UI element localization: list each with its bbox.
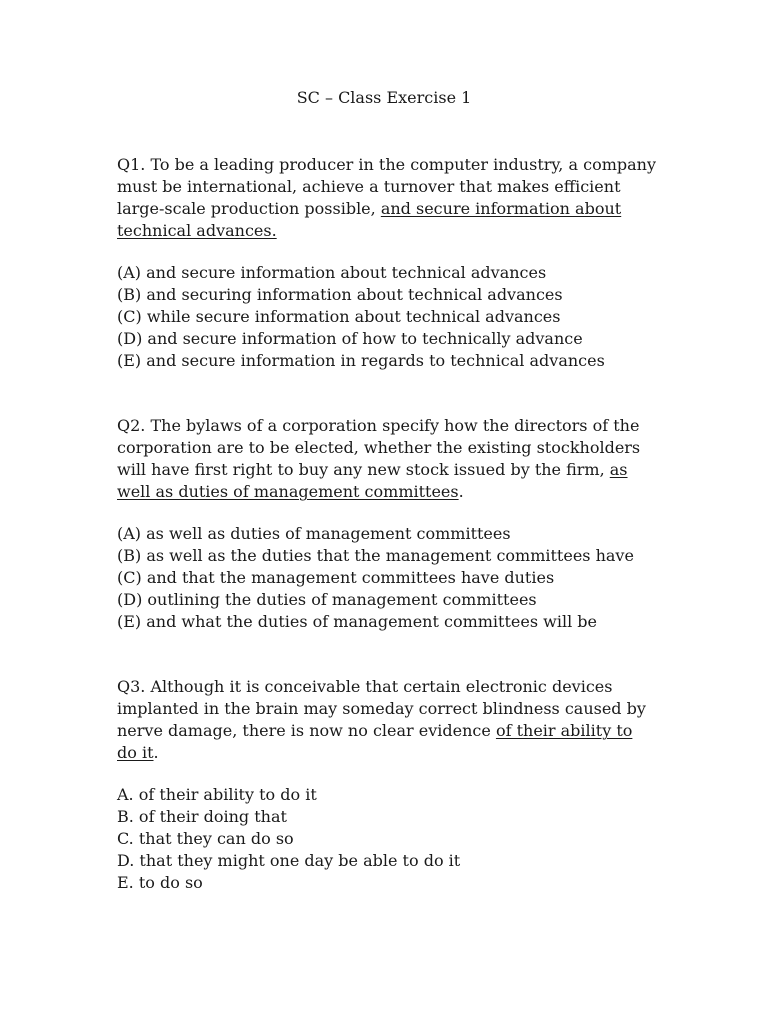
answer-options — [117, 262, 657, 372]
stem-text: Q3. Although it is conceivable that certain electronic devices implanted in the brain may someday correct blindness caused by nerve damage, there is now no clear evidence — [117, 677, 646, 740]
answer-option: (A) and secure information about technical advances — [117, 263, 547, 282]
answer-option: (C) while secure information about technical advances — [117, 307, 561, 326]
stem-underlined-text: of their ability to do it — [117, 721, 633, 762]
answer-option: (C) and that the management committees have duties — [117, 568, 555, 587]
answer-option: (E) and secure information in regards to technical advances — [117, 351, 605, 370]
page-title: SC – Class Exercise 1 — [296, 88, 472, 107]
question-stem — [117, 154, 657, 242]
question-stem — [117, 676, 657, 764]
stem-text: Q2. The bylaws of a corporation specify how the directors of the corporation are to be elected, whether the existing stockholders will have first right to buy any new stock issued by the firm, — [117, 416, 641, 479]
answer-option: (D) outlining the duties of management committees — [117, 590, 537, 609]
answer-option: A. of their ability to do it — [117, 785, 317, 804]
answer-option: D. that they might one day be able to do it — [117, 851, 461, 870]
answer-options — [117, 784, 657, 894]
answer-option: (E) and what the duties of management committees will be — [117, 612, 597, 631]
stem-text: Q1. To be a leading producer in the computer industry, a company must be international, achieve a turnover that makes efficient large-scale production possible, — [117, 155, 656, 218]
stem-trailing-text: . — [458, 482, 464, 501]
answer-option: (A) as well as duties of management committees — [117, 524, 511, 543]
answer-option: B. of their doing that — [117, 807, 287, 826]
question-2 — [117, 415, 657, 633]
answer-option: E. to do so — [117, 873, 203, 892]
stem-underlined-text: and secure information about technical advances. — [117, 199, 622, 240]
answer-option: (B) as well as the duties that the management committees have — [117, 546, 634, 565]
stem-trailing-text: . — [153, 743, 159, 762]
question-3 — [117, 676, 657, 894]
question-1 — [117, 154, 657, 372]
stem-underlined-text: as well as duties of management committees — [117, 460, 628, 501]
answer-option: C. that they can do so — [117, 829, 294, 848]
question-stem — [117, 415, 657, 503]
answer-options — [117, 523, 657, 633]
answer-option: (B) and securing information about technical advances — [117, 285, 563, 304]
answer-option: (D) and secure information of how to technically advance — [117, 329, 583, 348]
